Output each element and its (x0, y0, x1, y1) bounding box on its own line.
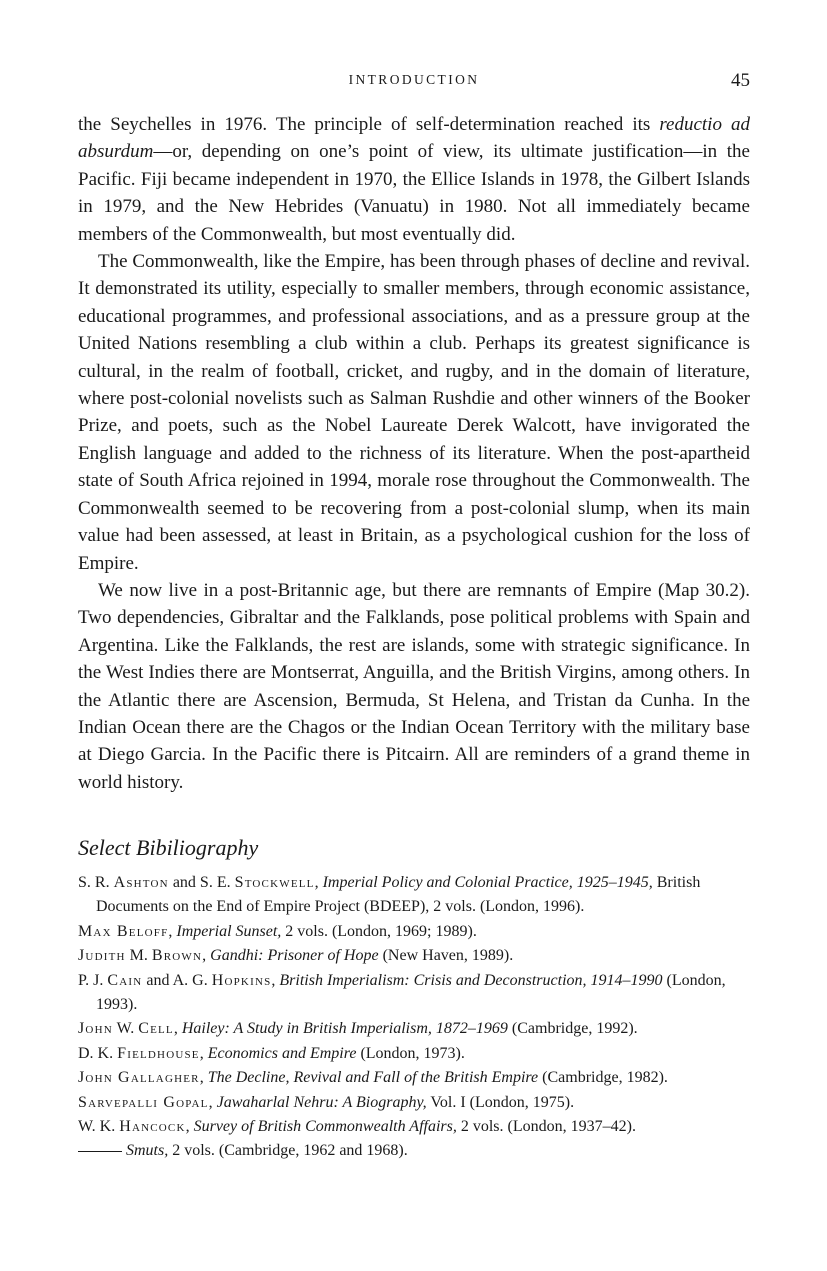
bibliography-entry: P. J. Cain and A. G. Hopkins, British Imperialism: Crisis and Deconstruction, 1914–1990 (London, 1993). (78, 971, 726, 1014)
bibliography-list (78, 871, 758, 1164)
bibliography-entry: W. K. Hancock, Survey of British Commonwealth Affairs, 2 vols. (London, 1937–42). (78, 1118, 636, 1136)
paragraph-1: the Seychelles in 1976. The principle of self-determination reached its reductio ad absurdum—or, depending on one’s point of view, its ultimate justification—in the Pacific. Fiji became independent in 1970, the Ellice Islands in 1978, the Gilbert Islands in 1979, and the New Hebrides (Vanuatu) in 1980. Not all immediately became members of the Commonwealth, but most eventually did. (78, 114, 750, 245)
running-title: INTRODUCTION (348, 72, 480, 87)
bibliography-heading: Select Bibiliography (78, 835, 259, 860)
latin-phrase: reductio ad absurdum (78, 114, 750, 163)
bibliography-entry: Max Beloff, Imperial Sunset, 2 vols. (London, 1969; 1989). (78, 922, 477, 940)
bibliography-entry: John W. Cell, Hailey: A Study in British Imperialism, 1872–1969 (Cambridge, 1992). (78, 1020, 638, 1038)
page-number: 45 (731, 70, 750, 91)
running-head (78, 70, 750, 94)
paragraph-3: We now live in a post-Britannic age, but there are remnants of Empire (Map 30.2). Two dependencies, Gibraltar and the Falklands, pose political problems with Spain and Argentina. Like the Falklands, the rest are islands, some with strategic significance. In the West Indies there are Montserrat, Anguilla, and the British Virgins, among others. In the Atlantic there are Ascension, Bermuda, St Helena, and Tristan da Cunha. In the Indian Ocean there are the Chagos or the Indian Ocean Territory with the military base at Diego Garcia. In the Pacific there is Pitcairn. All are reminders of a grand theme in world history. (78, 579, 750, 793)
bibliography-entry: S. R. Ashton and S. E. Stockwell, Imperial Policy and Colonial Practice, 1925–1945, British Documents on the End of Empire Project (BDEEP), 2 vols. (London, 1996). (78, 874, 701, 916)
bibliography-entry: D. K. Fieldhouse, Economics and Empire (London, 1973). (78, 1044, 465, 1062)
paragraph-2: The Commonwealth, like the Empire, has been through phases of decline and revival. It demonstrated its utility, especially to smaller members, through economic assistance, educational programmes, and professional associations, and as a pressure group at the United Nations resembling a club within a club. Perhaps its greatest significance is cultural, in the realm of football, cricket, and rugby, and in the domain of literature, where post-colonial novelists such as Salman Rushdie and other winners of the Booker Prize, and poets, such as the Nobel Laureate Derek Walcott, have invigorated the English language and added to the richness of its literature. When the post-apartheid state of South Africa rejoined in 1994, morale rose throughout the Commonwealth. The Commonwealth seemed to be recovering from a post-colonial slump, when its main value had been assessed, at least in Britain, as a psychological cushion for the loss of Empire. (78, 251, 750, 574)
ditto-dash (78, 1151, 122, 1152)
bibliography-entry: John Gallagher, The Decline, Revival and Fall of the British Empire (Cambridge, 1982). (78, 1069, 668, 1087)
bibliography-entry: Sarvepalli Gopal, Jawaharlal Nehru: A Biography, Vol. I (London, 1975). (78, 1093, 575, 1111)
bibliography-entry: Smuts, 2 vols. (Cambridge, 1962 and 1968). (78, 1139, 758, 1163)
bibliography-entry: Judith M. Brown, Gandhi: Prisoner of Hope (New Haven, 1989). (78, 947, 514, 965)
body-text (78, 111, 750, 796)
